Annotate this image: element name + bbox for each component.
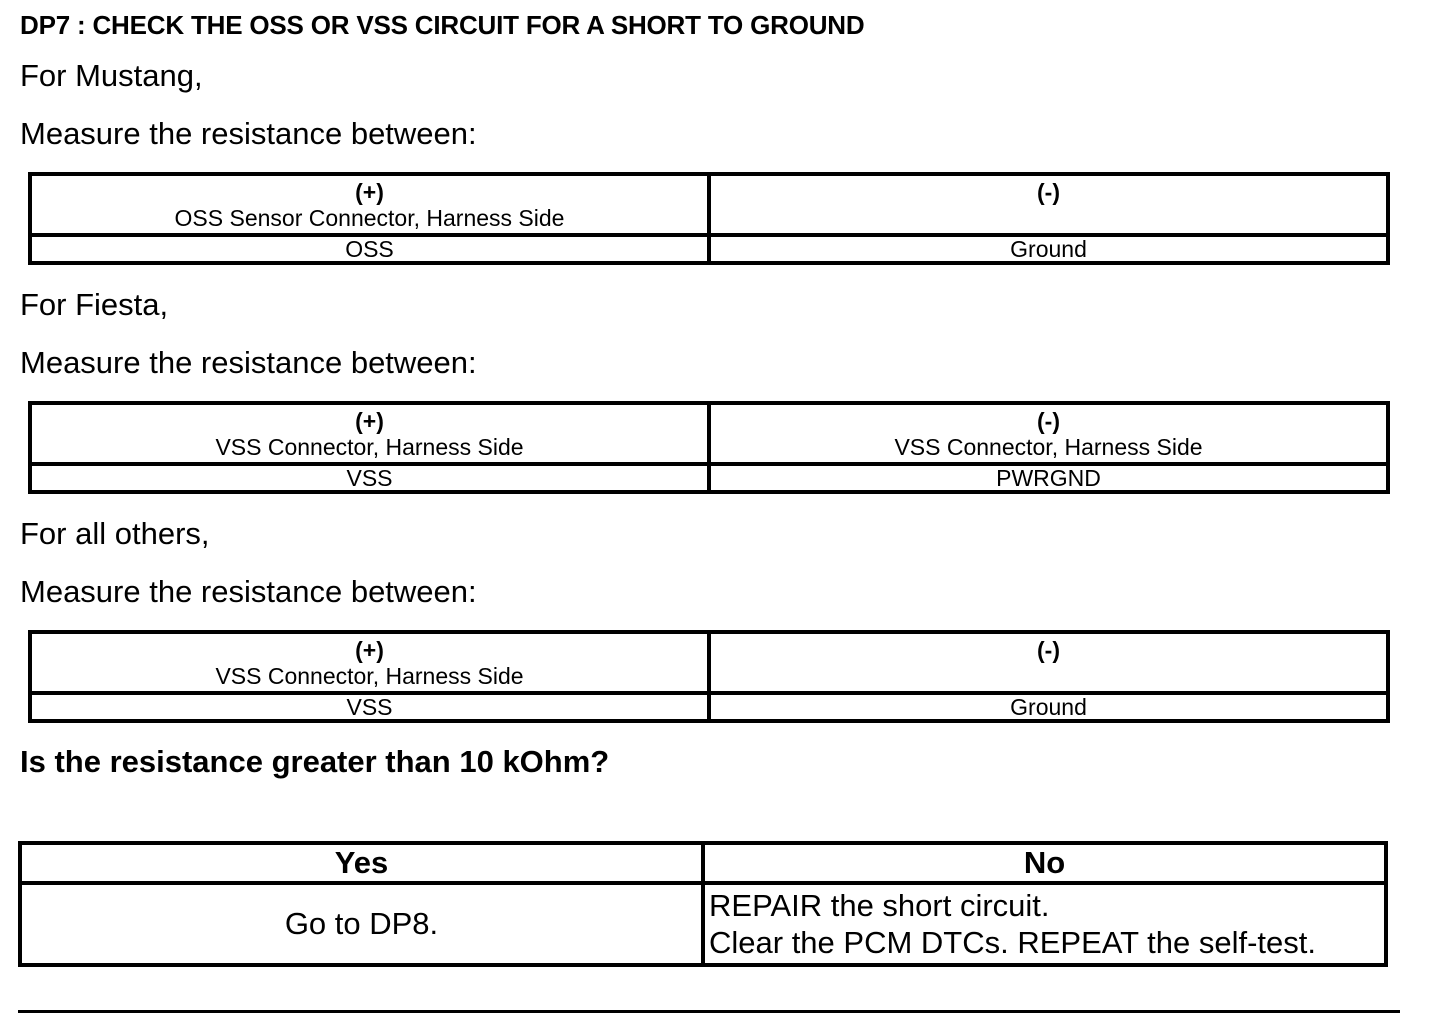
result-table <box>18 841 1388 967</box>
no-header: No <box>703 843 1386 883</box>
instruction-text: Measure the resistance between: <box>20 574 477 609</box>
negative-pin: Ground <box>709 235 1388 263</box>
measurement-table-fiesta <box>28 401 1390 494</box>
positive-sign: (+) <box>355 408 384 434</box>
measurement-table-others <box>28 630 1390 723</box>
positive-sign: (+) <box>355 179 384 205</box>
negative-probe-cell <box>709 174 1388 235</box>
measurement-table-mustang <box>28 172 1390 265</box>
vehicle-label-others: For all others, <box>20 516 210 551</box>
negative-sign: (-) <box>1037 408 1060 434</box>
negative-probe-cell <box>709 403 1388 464</box>
negative-pin: PWRGND <box>709 464 1388 492</box>
vehicle-label-fiesta: For Fiesta, <box>20 287 169 322</box>
yes-header: Yes <box>20 843 703 883</box>
yes-action: Go to DP8. <box>20 883 703 965</box>
page-title: DP7 : CHECK THE OSS OR VSS CIRCUIT FOR A SHORT TO GROUND <box>20 10 865 40</box>
positive-pin: OSS <box>30 235 709 263</box>
negative-location: VSS Connector, Harness Side <box>894 434 1203 460</box>
positive-probe-cell <box>30 632 709 693</box>
positive-probe-cell <box>30 403 709 464</box>
instruction-text: Measure the resistance between: <box>20 116 477 151</box>
bottom-divider <box>18 1010 1400 1013</box>
negative-sign: (-) <box>1037 179 1060 205</box>
positive-location: VSS Connector, Harness Side <box>215 434 524 460</box>
positive-pin: VSS <box>30 464 709 492</box>
instruction-text: Measure the resistance between: <box>20 345 477 380</box>
no-action-line: Clear the PCM DTCs. REPEAT the self-test. <box>709 925 1316 960</box>
negative-sign: (-) <box>1037 637 1060 663</box>
positive-location: VSS Connector, Harness Side <box>215 663 524 689</box>
question-text: Is the resistance greater than 10 kOhm? <box>20 744 610 779</box>
positive-sign: (+) <box>355 637 384 663</box>
positive-probe-cell <box>30 174 709 235</box>
negative-probe-cell <box>709 632 1388 693</box>
no-action <box>703 883 1386 965</box>
no-action-line: REPAIR the short circuit. <box>709 888 1050 923</box>
negative-pin: Ground <box>709 693 1388 721</box>
positive-location: OSS Sensor Connector, Harness Side <box>174 205 565 231</box>
positive-pin: VSS <box>30 693 709 721</box>
vehicle-label-mustang: For Mustang, <box>20 58 203 93</box>
